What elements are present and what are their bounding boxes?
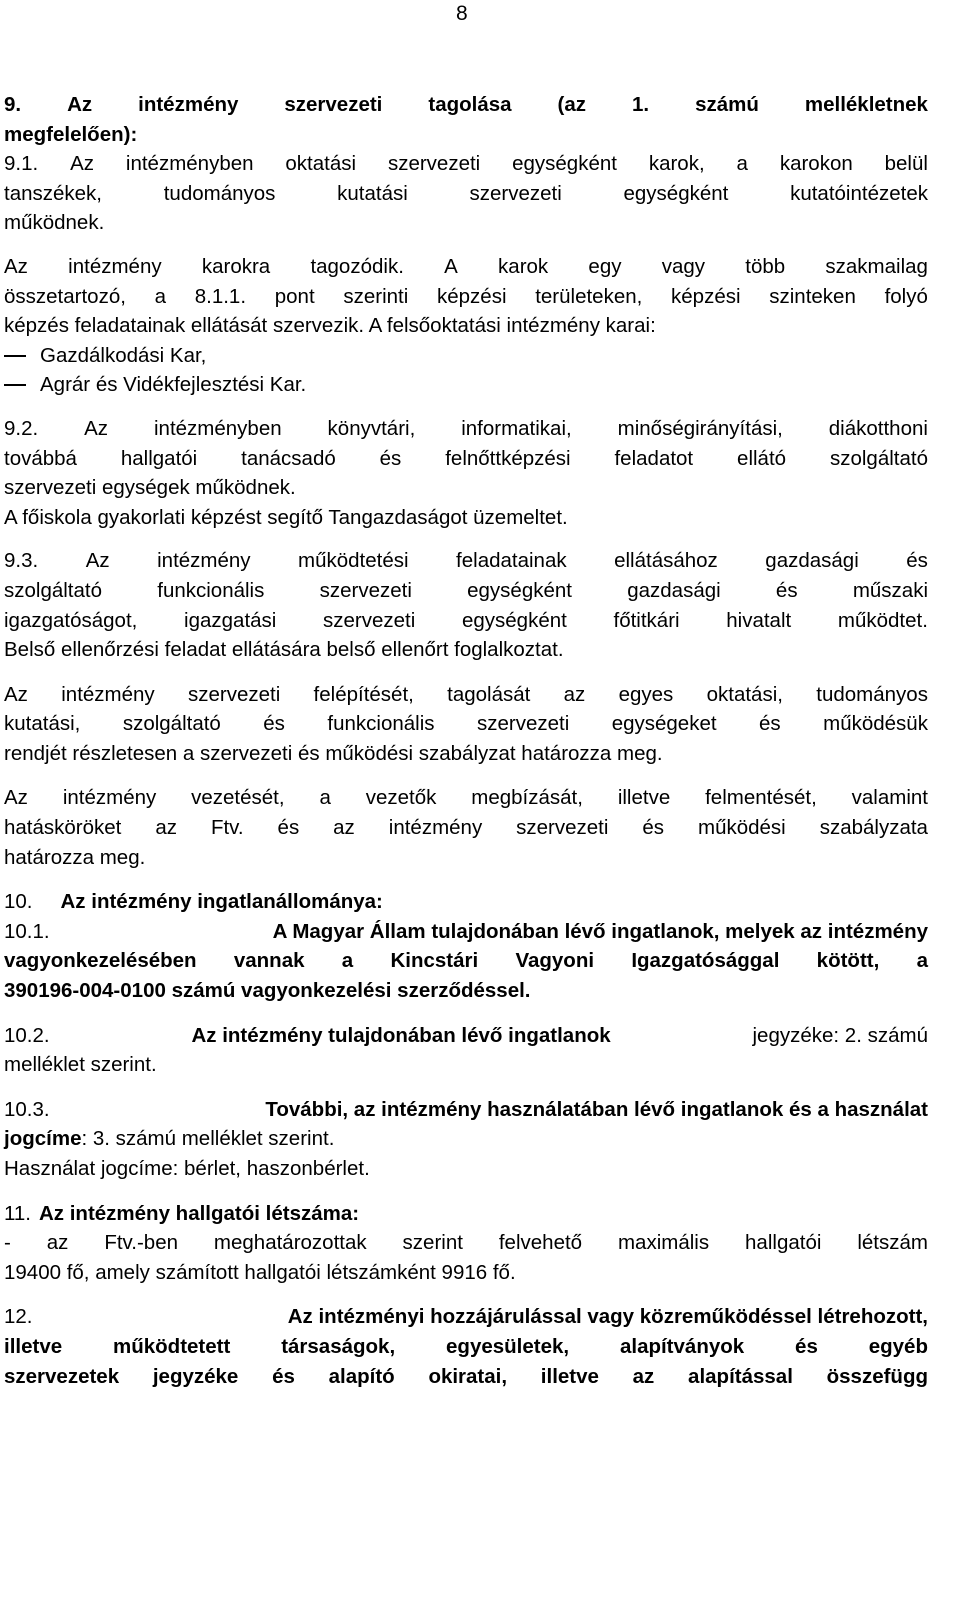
word: szervezeti <box>319 578 412 602</box>
word: szabályzata <box>819 816 928 840</box>
p-9-2-line2 <box>4 444 928 474</box>
word: főtitkári <box>613 608 680 632</box>
bold-text: További, az intézmény használatában lévő ingatlanok és a használat <box>265 1097 928 1121</box>
word: jegyzéke <box>152 1364 239 1388</box>
word: szervezeti <box>469 181 562 205</box>
text: 19400 fő, amely számított hallgatói létszámként 9916 fő. <box>4 1260 516 1284</box>
word: szinteken <box>769 284 856 308</box>
word: Az <box>85 549 110 573</box>
word: képzési <box>436 284 507 308</box>
word: működésük <box>823 712 928 736</box>
bold-text: jogcíme <box>4 1127 82 1151</box>
word: és <box>795 1334 818 1358</box>
faculty-name: Gazdálkodási Kar, <box>40 343 207 367</box>
word: Az <box>4 254 28 278</box>
p-9-3-line4 <box>4 635 928 665</box>
word: felmentését, <box>705 786 817 810</box>
section-number: 11. <box>4 1201 31 1225</box>
word: informatikai, <box>461 416 572 440</box>
p-11-line1 <box>4 1228 928 1258</box>
word: minőségirányítási, <box>617 416 783 440</box>
word: szervezeti <box>387 152 481 176</box>
word: műszaki <box>852 578 928 602</box>
word: szolgáltató <box>4 578 103 602</box>
word: egyéb <box>868 1334 928 1358</box>
text: képzés feladatainak ellátását szervezik. A felsőoktatási intézmény karai: <box>4 314 656 338</box>
word: továbbá <box>4 446 77 470</box>
word: Igazgatósággal <box>631 949 780 973</box>
section-number: 10. <box>4 890 33 914</box>
word: működtet. <box>837 608 928 632</box>
word: intézmény <box>157 549 251 573</box>
word: szervezeti <box>516 816 609 840</box>
word: intézmény <box>68 254 162 278</box>
word: Vagyoni <box>515 949 595 973</box>
word: Ftv. <box>210 816 244 840</box>
word: tudományos <box>816 682 928 706</box>
word: valamint <box>851 786 928 810</box>
word: vagyonkezelésében <box>4 949 197 973</box>
section-12-line1 <box>4 1302 928 1332</box>
word: és <box>263 712 285 736</box>
word: 9. <box>4 93 22 116</box>
word: maximális <box>617 1231 710 1255</box>
word: kutatóintézetek <box>790 181 928 205</box>
word: egységként <box>623 181 729 205</box>
word: és <box>906 549 928 573</box>
word: tanszékek, <box>4 181 102 205</box>
p-10-3-line2 <box>4 1124 928 1154</box>
word: szolgáltató <box>122 712 221 736</box>
word: könyvtári, <box>327 416 416 440</box>
word: egyes <box>618 682 674 706</box>
word: az <box>46 1231 69 1255</box>
word: összetartozó, <box>4 284 126 308</box>
word: Az <box>70 152 95 176</box>
word: gazdasági <box>627 578 721 602</box>
p-10-1-line3 <box>4 976 928 1006</box>
word: egy <box>588 254 622 278</box>
bold-text: Az intézmény tulajdonában lévő ingatlanok <box>191 1023 611 1047</box>
word: szervezeti <box>284 93 383 116</box>
section-10-heading <box>4 887 928 917</box>
word: kötött, <box>816 949 880 973</box>
word: szerinti <box>343 284 409 308</box>
word: a <box>736 152 748 176</box>
word: alapító <box>328 1364 395 1388</box>
word: a <box>154 284 167 308</box>
word: az <box>333 816 355 840</box>
p-9-1-line1 <box>4 149 928 179</box>
p-9-2-line3 <box>4 473 928 503</box>
text: működnek. <box>4 211 105 235</box>
p-10-3-line1 <box>4 1095 928 1125</box>
word: szervezeti <box>187 682 281 706</box>
word: szerint <box>402 1231 463 1255</box>
text: Belső ellenőrzési feladat ellátására belső ellenőrt foglalkoztat. <box>4 638 564 662</box>
word: funkcionális <box>327 712 435 736</box>
word: megbízását, <box>471 786 583 810</box>
word: szervezeti <box>476 712 570 736</box>
word: tagolását <box>447 682 531 706</box>
word: létszám <box>857 1231 928 1255</box>
word: karokra <box>201 254 271 278</box>
word: működési <box>698 816 786 840</box>
word: intézmény <box>61 682 155 706</box>
section-9-heading-cont <box>4 120 928 150</box>
p-10-1-line1 <box>4 917 928 947</box>
word: és <box>642 816 665 840</box>
word: területeken, <box>535 284 643 308</box>
p-9-4-line1 <box>4 680 928 710</box>
word: - <box>4 1231 11 1255</box>
word: Ftv.-ben <box>104 1231 178 1255</box>
word: okiratai, <box>428 1364 508 1388</box>
word: illetve <box>4 1334 63 1358</box>
word: illetve <box>617 786 671 810</box>
section-number: 10.3. <box>4 1097 50 1121</box>
word: 9.2. <box>4 416 39 440</box>
word: és <box>759 712 781 736</box>
word: felnőttképzési <box>445 446 571 470</box>
word: folyó <box>884 284 928 308</box>
word: (az <box>557 93 587 116</box>
word: intézmény <box>388 816 483 840</box>
word: tudományos <box>163 181 276 205</box>
word: számú <box>695 93 759 116</box>
p-11-line2 <box>4 1258 928 1288</box>
section-title: Az intézmény ingatlanállománya: <box>60 890 383 914</box>
p-9-1b-line1 <box>4 252 928 282</box>
word: egységként <box>467 578 572 602</box>
p-10-2-line1 <box>4 1021 928 1051</box>
word: 9.1. <box>4 152 39 176</box>
word: 1. <box>632 93 650 116</box>
word: igazgatási <box>184 608 277 632</box>
word: intézmény <box>62 786 157 810</box>
word: vannak <box>233 949 305 973</box>
word: a <box>341 949 354 973</box>
word: hallgatói <box>120 446 198 470</box>
word: a <box>916 949 928 973</box>
word: intézményben <box>125 152 254 176</box>
p-10-2-line2 <box>4 1050 928 1080</box>
dash-bullet-icon <box>4 384 26 386</box>
text: jegyzéke: 2. számú <box>752 1023 928 1047</box>
word: képzési <box>671 284 741 308</box>
bold-text: Az intézményi hozzájárulással vagy közreműködéssel létrehozott, <box>287 1305 928 1329</box>
word: oktatási, <box>706 682 783 706</box>
word: Az <box>4 682 28 706</box>
word: ellátó <box>737 446 787 470</box>
p-9-2-line4 <box>4 503 928 533</box>
p-9-3-line2 <box>4 576 928 606</box>
text: A Magyar Állam tulajdonában lévő ingatlanok, melyek az intézmény <box>272 919 928 943</box>
word: összefügg <box>826 1364 928 1388</box>
word: hatásköröket <box>4 816 122 840</box>
word: pont <box>274 284 315 308</box>
word: alapítványok <box>619 1334 745 1358</box>
word: egységeket <box>611 712 717 736</box>
word: ellátásához <box>614 549 718 573</box>
word: igazgatóságot, <box>4 608 138 632</box>
word: az <box>632 1364 655 1388</box>
faculty-list-item <box>4 341 928 371</box>
faculty-list-item <box>4 370 928 400</box>
word: egyesületek, <box>446 1334 570 1358</box>
word: működtetési <box>298 549 409 573</box>
text: szervezeti egységek működnek. <box>4 476 296 500</box>
word: alapítással <box>688 1364 793 1388</box>
text: Használat jogcíme: bérlet, haszonbérlet. <box>4 1157 370 1180</box>
word: karok, <box>648 152 705 176</box>
p-10-1-line2 <box>4 946 928 976</box>
section-9-heading-line2: megfelelően): <box>4 122 138 146</box>
word: karok <box>498 254 549 278</box>
word: és <box>775 578 798 602</box>
p-9-3-line1 <box>4 546 928 576</box>
word: működtetett <box>113 1334 231 1358</box>
word: tanácsadó <box>241 446 336 470</box>
p-9-1b-line3 <box>4 311 928 341</box>
word: Az <box>84 416 109 440</box>
word: intézmény <box>138 93 239 116</box>
word: meghatározottak <box>213 1231 367 1255</box>
word: felépítését, <box>313 682 414 706</box>
p-9-1-line2 <box>4 179 928 209</box>
p-9-2-line1 <box>4 414 928 444</box>
word: a <box>319 786 331 810</box>
word: felvehető <box>498 1231 583 1255</box>
section-title: Az intézmény hallgatói létszáma: <box>38 1201 360 1225</box>
word: társaságok, <box>281 1334 396 1358</box>
word: oktatási <box>285 152 357 176</box>
word: Az <box>4 786 28 810</box>
section-number: 10.2. <box>4 1023 50 1047</box>
word: gazdasági <box>765 549 859 573</box>
word: diákotthoni <box>828 416 928 440</box>
word: intézményben <box>153 416 282 440</box>
word: tagolása <box>428 93 512 116</box>
word: és <box>277 816 300 840</box>
word: az <box>563 682 586 706</box>
word: feladatot <box>614 446 694 470</box>
word: az <box>155 816 177 840</box>
word: hallgatói <box>745 1231 822 1255</box>
word: Az <box>67 93 93 116</box>
word: illetve <box>540 1364 599 1388</box>
word: egységként <box>461 608 567 632</box>
word: vezetők <box>365 786 437 810</box>
word: tagozódik. <box>310 254 404 278</box>
p-9-1-line3 <box>4 208 928 238</box>
word: 9.3. <box>4 549 39 573</box>
text: rendjét részletesen a szervezeti és működési szabályzat határozza meg. <box>4 741 663 765</box>
p-10-3-line3 <box>4 1154 928 1184</box>
p-9-5-line2 <box>4 813 928 843</box>
text: : 3. számú melléklet szerint. <box>81 1127 335 1151</box>
section-9-heading <box>4 90 928 120</box>
word: mellékletnek <box>804 93 928 116</box>
word: belül <box>884 152 928 176</box>
text: 390196-004-0100 számú vagyonkezelési szerződéssel. <box>4 979 531 1003</box>
word: és <box>272 1364 295 1388</box>
word: vezetését, <box>191 786 285 810</box>
p-9-3-line3 <box>4 606 928 636</box>
word: vagy <box>661 254 706 278</box>
section-12-line3 <box>4 1362 928 1392</box>
word: feladatainak <box>456 549 567 573</box>
word: Kincstári <box>390 949 479 973</box>
word: és <box>379 446 402 470</box>
p-9-5-line1 <box>4 783 928 813</box>
document-body <box>4 90 928 1391</box>
page-number: 8 <box>456 2 468 25</box>
faculty-name: Agrár és Vidékfejlesztési Kar. <box>40 373 307 397</box>
word: hivatalt <box>726 608 792 632</box>
text: határozza meg. <box>4 845 146 869</box>
word: több <box>745 254 786 278</box>
word: karokon <box>779 152 853 176</box>
word: egységként <box>512 152 617 176</box>
section-number: 10.1. <box>4 919 50 943</box>
text: melléklet szerint. <box>4 1053 157 1077</box>
word: szolgáltató <box>829 446 928 470</box>
word: szervezetek <box>4 1364 120 1388</box>
dash-bullet-icon <box>4 355 26 357</box>
section-11-heading <box>4 1199 928 1229</box>
word: szakmailag <box>825 254 928 278</box>
section-number: 12. <box>4 1305 33 1329</box>
word: kutatási, <box>4 712 81 736</box>
p-9-1b-line2 <box>4 282 928 312</box>
p-9-4-line3 <box>4 739 928 769</box>
section-12-line2 <box>4 1332 928 1362</box>
word: kutatási <box>337 181 408 205</box>
word: szervezeti <box>323 608 416 632</box>
p-9-4-line2 <box>4 709 928 739</box>
word: 8.1.1. <box>194 284 247 308</box>
word: A <box>444 254 458 278</box>
p-9-5-line3 <box>4 843 928 873</box>
text: A főiskola gyakorlati képzést segítő Tangazdaságot üzemeltet. <box>4 505 568 529</box>
word: funkcionális <box>157 578 265 602</box>
